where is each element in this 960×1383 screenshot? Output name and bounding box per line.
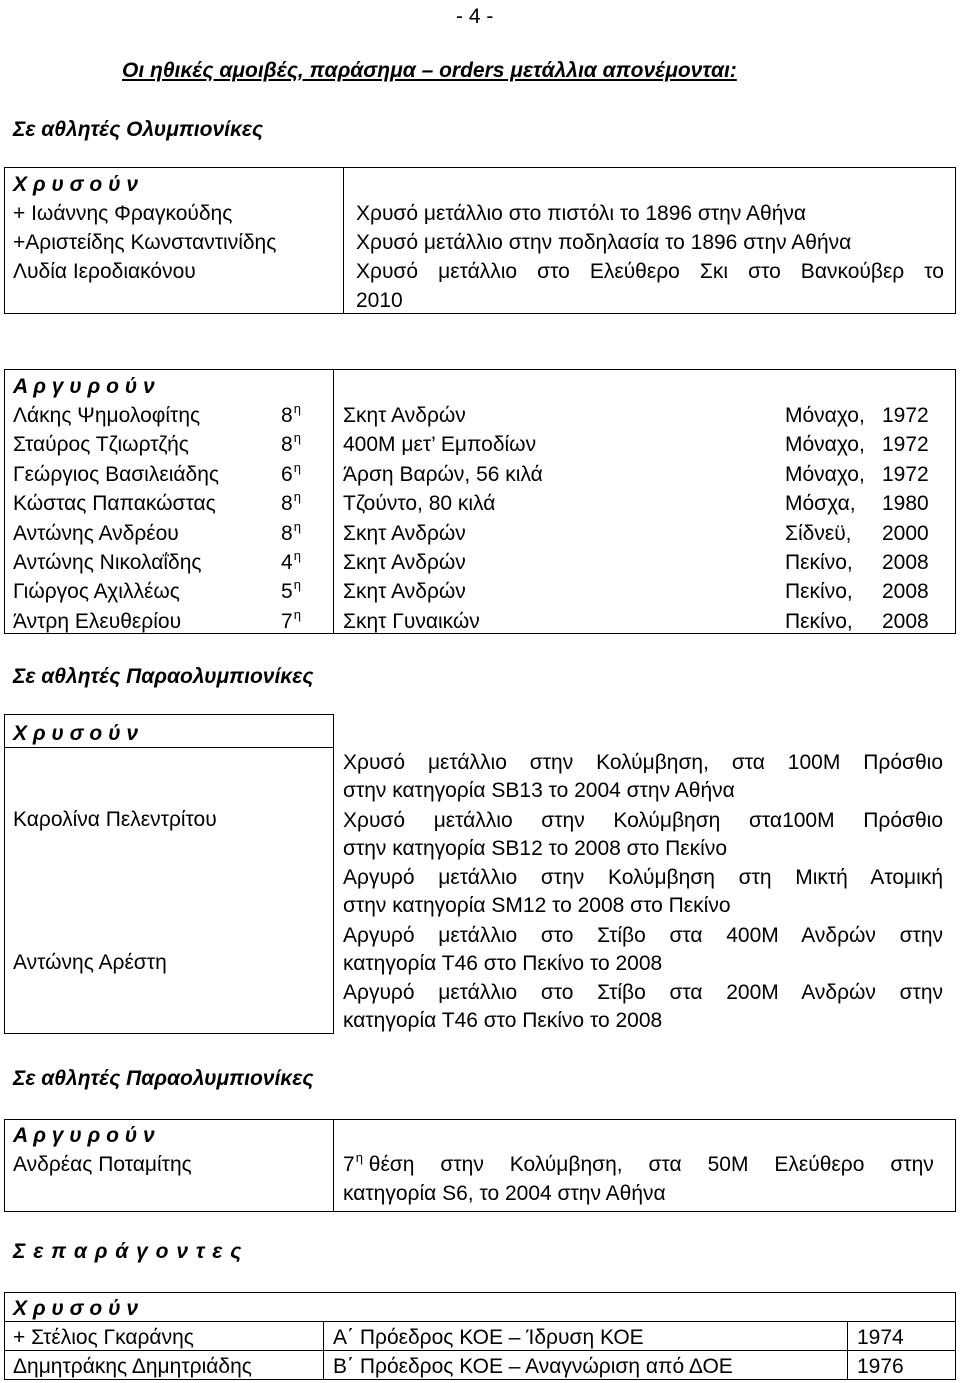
gold-athlete-desc: Χρυσό μετάλλιο στο πιστόλι το 1896 στην Αθήνα: [356, 202, 807, 225]
section-title-olympians: Σε αθλητές Ολυμπιονίκες: [13, 118, 264, 141]
gold-athlete-desc: Χρυσό μετάλλιο στην ποδηλασία το 1896 στην Αθήνα: [356, 231, 852, 254]
silver-athlete-name: Κώστας Παπακώστας: [13, 492, 216, 516]
gold-athlete-name: + Ιωάννης Φραγκούδης: [13, 202, 233, 225]
para-medal-desc-line1: Χρυσό μετάλλιο στην Κολύμβηση στα100Μ Πρόσθιο: [343, 808, 943, 832]
para-silver-line2: κατηγορία S6, το 2004 στην Αθήνα: [343, 1182, 666, 1205]
silver-athlete-place: $8^\eta$: [281, 518, 301, 545]
silver-athlete-city: Μόσχα,: [785, 492, 856, 516]
para-medal-desc-line1: Αργυρό μετάλλιο στο Στίβο στα 400Μ Ανδρών στην: [343, 923, 943, 947]
silver-athlete-city: Μόναχο,: [785, 433, 865, 457]
silver-athlete-city: Μόναχο,: [785, 404, 865, 427]
section-title-paralympians: Σε αθλητές Παραολυμπιονίκες: [13, 665, 314, 688]
official-role: Β΄ Πρόεδρος ΚΟΕ – Αναγνώριση από ΔΟΕ: [333, 1355, 733, 1378]
para-medal-desc-line2: στην κατηγορία SB12 το 2008 στο Πεκίνο: [343, 836, 728, 860]
silver-athlete-city: Πεκίνο,: [785, 551, 853, 574]
para-athlete-name: Καρολίνα Πελεντρίτου: [13, 808, 217, 831]
gold-athlete-name: +Αριστείδης Κωνσταντινίδης: [13, 231, 277, 254]
silver-athlete-year: 1972: [882, 433, 929, 457]
official-role: Α΄ Πρόεδρος ΚΟΕ – Ίδρυση ΚΟΕ: [333, 1326, 644, 1349]
silver-athlete-name: Γεώργιος Βασιλειάδης: [13, 462, 220, 486]
silver-athlete-event: Σκητ Ανδρών: [343, 551, 466, 574]
para-medal-desc-line2: στην κατηγορία SB13 το 2004 στην Αθήνα: [343, 779, 735, 802]
silver-athlete-name: Σταύρος Τζιωρτζής: [13, 433, 189, 457]
silver-athlete-name: Άντρη Ελευθερίου: [13, 609, 182, 633]
gold-label: Χ ρ υ σ ο ύ ν: [13, 1297, 139, 1320]
official-year: 1976: [857, 1355, 904, 1378]
silver-athlete-name: Αντώνης Ανδρέου: [13, 521, 179, 545]
silver-label: Α ρ γ υ ρ ο ύ ν: [13, 1124, 155, 1147]
gold-label: Χ ρ υ σ ο ύ ν: [13, 722, 139, 745]
para-medal-desc-line1: Χρυσό μετάλλιο στην Κολύμβηση, στα 100Μ Πρόσθιο: [343, 751, 943, 774]
gold-label: Χ ρ υ σ ο ύ ν: [13, 173, 139, 196]
silver-athlete-year: 2000: [882, 521, 929, 545]
silver-athlete-place: $5^\eta$: [281, 577, 301, 604]
para-medal-desc-line1: Αργυρό μετάλλιο στην Κολύμβηση στη Μικτή Ατομική: [343, 866, 943, 889]
silver-athlete-event: Σκητ Γυναικών: [343, 609, 480, 633]
para-medal-desc-line2: στην κατηγορία SM12 το 2008 στο Πεκίνο: [343, 894, 731, 917]
silver-athlete-year: 2008: [882, 551, 929, 574]
silver-athlete-place: $7^\eta$: [281, 606, 301, 633]
silver-athlete-name: Αντώνης Νικολαΐδης: [13, 551, 202, 574]
silver-athlete-city: Πεκίνο,: [785, 580, 853, 604]
silver-athlete-year: 2008: [882, 609, 929, 633]
silver-athlete-place: $4^\eta$: [281, 548, 301, 574]
section-title-officials: Σ ε π α ρ ά γ ο ν τ ε ς: [13, 1240, 243, 1263]
para-medal-desc-line2: κατηγορία Τ46 στο Πεκίνο το 2008: [343, 1009, 663, 1032]
silver-athlete-event: 400Μ μετ’ Εμποδίων: [343, 433, 537, 457]
silver-label: Α ρ γ υ ρ ο ύ ν: [13, 375, 155, 398]
silver-athlete-place: $6^\eta$: [281, 459, 301, 486]
silver-athlete-city: Πεκίνο,: [785, 609, 853, 633]
gold-athlete-desc: Χρυσό μετάλλιο στο Ελεύθερο Σκι στο Βανκούβερ το: [356, 260, 944, 283]
section-title-paralympians-2: Σε αθλητές Παραολυμπιονίκες: [13, 1067, 314, 1090]
silver-athlete-year: 2008: [882, 580, 929, 604]
gold-athlete-desc-cont: 2010: [356, 289, 403, 312]
silver-athlete-city: Σίδνεϋ,: [785, 521, 852, 545]
silver-athlete-city: Μόναχο,: [785, 462, 865, 486]
silver-athlete-event: Σκητ Ανδρών: [343, 521, 466, 545]
official-name: Δημητράκης Δημητριάδης: [13, 1355, 252, 1378]
silver-athlete-event: Σκητ Ανδρών: [343, 580, 466, 604]
silver-athlete-place: $8^\eta$: [281, 401, 301, 427]
silver-athlete-place: $8^\eta$: [281, 489, 301, 516]
para-medal-desc-line2: κατηγορία Τ46 στο Πεκίνο το 2008: [343, 951, 663, 975]
silver-athlete-event: Άρση Βαρών, 56 κιλά: [343, 462, 543, 486]
para-athlete-name: Αντώνης Αρέστη: [13, 951, 167, 974]
para-silver-name: Ανδρέας Ποταμίτης: [13, 1153, 192, 1176]
official-year: 1974: [857, 1326, 904, 1349]
silver-athlete-place: $8^\eta$: [281, 430, 301, 457]
silver-athlete-name: Λάκης Ψημολοφίτης: [13, 404, 201, 427]
silver-athlete-event: Σκητ Ανδρών: [343, 404, 466, 427]
silver-athlete-name: Γιώργος Αχιλλέως: [13, 580, 180, 604]
page-number: - 4 -: [456, 5, 494, 28]
silver-athlete-year: 1972: [882, 462, 929, 486]
silver-athlete-year: 1972: [882, 404, 929, 427]
official-name: + Στέλιος Γκαράνης: [13, 1326, 194, 1349]
para-medal-desc-line1: Αργυρό μετάλλιο στο Στίβο στα 200Μ Ανδρών στην: [343, 981, 943, 1004]
silver-athlete-event: Τζούντο, 80 κιλά: [343, 492, 496, 516]
para-silver-line1: $7^\eta$ θέση στην Κολύμβηση, στα 50Μ Ελεύθερο στην: [343, 1150, 934, 1176]
silver-athlete-year: 1980: [882, 492, 929, 516]
page-heading: Οι ηθικές αμοιβές, παράσημα – orders μετάλλια απονέμονται:: [122, 59, 737, 82]
gold-athlete-name: Λυδία Ιεροδιακόνου: [13, 260, 196, 283]
